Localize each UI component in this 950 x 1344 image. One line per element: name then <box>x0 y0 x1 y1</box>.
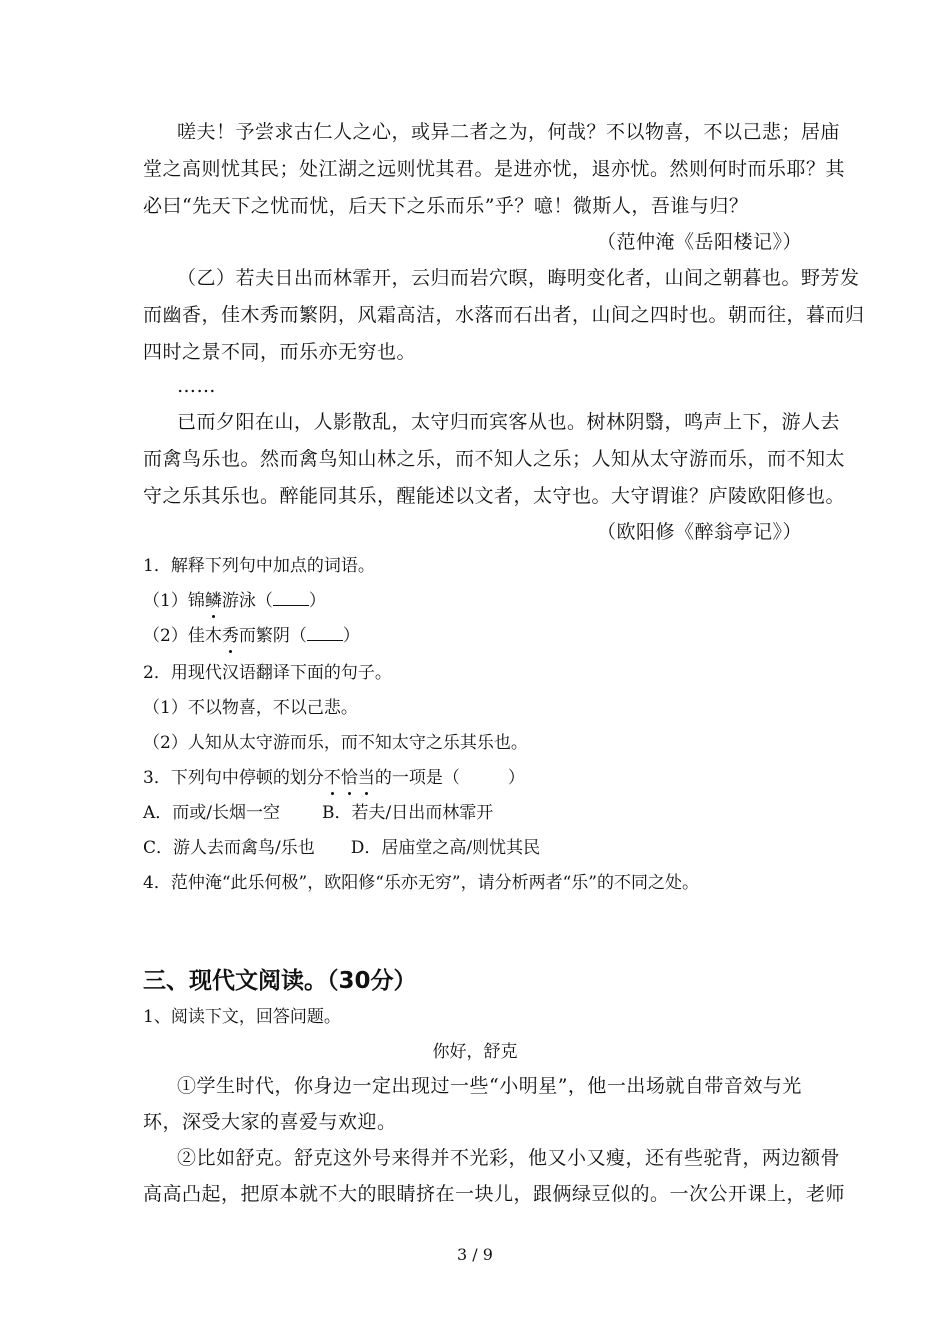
article-p1-line-2: 环，深受大家的喜爱与欢迎。 <box>143 1111 397 1133</box>
passage2-ellipsis: …… <box>177 375 216 397</box>
question-2-1: （1）不以物喜，不以己悲。 <box>143 698 358 718</box>
question-2: 2．用现代汉语翻译下面的句子。 <box>143 663 392 683</box>
article-p1-line-1: ①学生时代，你身边一定出现过一些“小明星”，他一出场就自带音效与光 <box>177 1075 802 1097</box>
section-heading: 三、现代文阅读。（30分） <box>143 968 417 994</box>
passage2-line-4: 已而夕阳在山，人影散乱，太守归而宾客从也。树林阴翳，鸣声上下，游人去 <box>177 411 841 433</box>
dotted-char: 不 <box>323 768 341 788</box>
option-a[interactable]: A．而或/长烟一空 <box>143 803 281 823</box>
question-4: 4．范仲淹“此乐何极”，欧阳修“乐亦无穷”，请分析两者“乐”的不同之处。 <box>143 873 699 893</box>
passage1-source: （范仲淹《岳阳楼记》） <box>596 231 802 253</box>
answer-blank[interactable] <box>273 591 309 606</box>
answer-blank[interactable] <box>307 626 343 641</box>
passage1-line-3: 必曰“先天下之忧而忧，后天下之乐而乐”乎？噫！微斯人，吾谁与归？ <box>143 195 749 217</box>
article-p2-line-1: ②比如舒克。舒克这外号来得并不光彩，他又小又瘦，还有些驼背，两边额骨 <box>177 1147 841 1169</box>
article-title: 你好，舒克 <box>432 1042 518 1062</box>
page-number: 3 / 9 <box>457 1245 493 1264</box>
passage2-line-3: 四时之景不同，而乐亦无穷也。 <box>143 341 417 363</box>
passage1-line-1: 嗟夫！予尝求古仁人之心，或异二者之为，何哉？不以物喜，不以己悲；居庙 <box>177 121 841 143</box>
question-2-2: （2）人知从太守游而乐，而不知太守之乐其乐也。 <box>143 733 528 753</box>
option-b[interactable]: B．若夫/日出而林霏开 <box>322 803 494 823</box>
dotted-char: 当 <box>357 768 375 788</box>
passage2-line-2: 而幽香，佳木秀而繁阴，风霜高洁，水落而石出者，山间之四时也。朝而往，暮而归 <box>143 304 865 326</box>
question-3: 3．下列句中停顿的划分不恰当的一项是（ ） <box>143 768 525 788</box>
passage2-line-5: 而禽鸟乐也。然而禽鸟知山林之乐，而不知人之乐；人知从太守游而乐，而不知太 <box>143 448 846 470</box>
question-3-options-cd <box>143 836 540 860</box>
dotted-char: 秀 <box>221 626 239 646</box>
dotted-char: 恰 <box>340 768 358 788</box>
passage2-source: （欧阳修《醉翁亭记》） <box>596 521 802 543</box>
dotted-char: 鳞 <box>204 591 222 611</box>
article-p2-line-2: 高高凸起，把原本就不大的眼睛挤在一块儿，跟俩绿豆似的。一次公开课上，老师 <box>143 1183 846 1205</box>
option-c[interactable]: C．游人去而禽鸟/乐也 <box>143 838 315 858</box>
passage2-line-6: 守之乐其乐也。醉能同其乐，醒能述以文者，太守也。大守谓谁？庐陵欧阳修也。 <box>143 485 846 507</box>
question-1-2: （2）佳木秀而繁阴（ ） <box>143 626 360 646</box>
question-3-options-ab <box>143 801 493 825</box>
question-1: 1．解释下列句中加点的词语。 <box>143 556 375 576</box>
passage1-line-2: 堂之高则忧其民；处江湖之远则忧其君。是进亦忧，退亦忧。然则何时而乐耶？其 <box>143 158 846 180</box>
question-1-1: （1）锦鳞游泳（ ） <box>143 591 326 611</box>
option-d[interactable]: D．居庙堂之高/则忧其民 <box>350 838 541 858</box>
passage2-line-1: （乙）若夫日出而林霏开，云归而岩穴暝，晦明变化者，山间之朝暮也。野芳发 <box>177 267 860 289</box>
section-instruction: 1、阅读下文，回答问题。 <box>143 1007 341 1027</box>
